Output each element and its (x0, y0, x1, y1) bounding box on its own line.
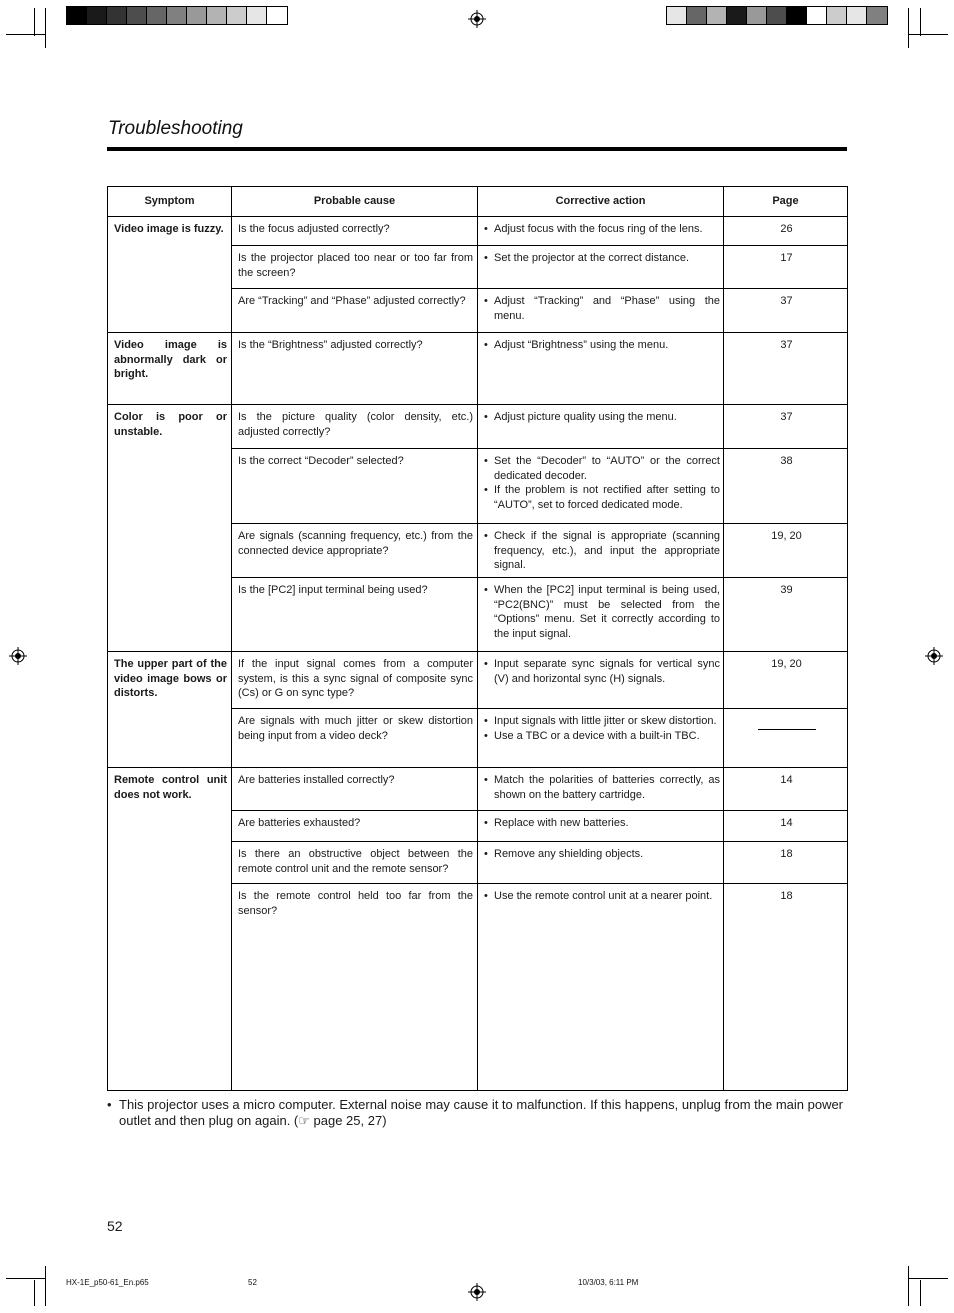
action-cell (478, 333, 724, 405)
cause-cell: Is the “Brightness” adjusted correctly? (232, 333, 478, 405)
page-cell: 39 (724, 578, 848, 652)
calibration-swatch (867, 7, 887, 24)
page-cell: 37 (724, 289, 848, 333)
action-item: • Adjust “Tracking” and “Phase” using the menu. (484, 294, 720, 323)
table-row (108, 405, 848, 449)
action-item: • Remove any shielding objects. (484, 847, 720, 862)
table-body (108, 217, 848, 1091)
note (107, 1097, 849, 1128)
calibration-swatch (167, 7, 187, 24)
calibration-swatch (127, 7, 147, 24)
action-list (484, 294, 720, 323)
calibration-swatch (267, 7, 287, 24)
symptom-cell: The upper part of the video image bows or distorts. (108, 652, 232, 768)
cause-cell: Are signals with much jitter or skew distortion being input from a video deck? (232, 709, 478, 768)
calibration-bar-right (666, 6, 888, 25)
action-cell (478, 246, 724, 289)
table-row (108, 652, 848, 709)
action-cell (478, 884, 724, 1091)
calibration-swatch (147, 7, 167, 24)
calibration-swatch (727, 7, 747, 24)
cause-cell: Are “Tracking” and “Phase” adjusted correctly? (232, 289, 478, 333)
calibration-swatch (207, 7, 227, 24)
symptom-cell: Video image is abnormally dark or bright. (108, 333, 232, 405)
action-cell (478, 709, 724, 768)
action-cell (478, 811, 724, 842)
cause-cell: Is the picture quality (color density, etc.) adjusted correctly? (232, 405, 478, 449)
header-page: Page (724, 187, 848, 217)
table-row (108, 217, 848, 246)
action-item: • Use the remote control unit at a nearer point. (484, 889, 720, 904)
table-row (108, 333, 848, 405)
action-item: • Set the “Decoder” to “AUTO” or the correct dedicated decoder. (484, 454, 720, 483)
symptom-cell: Remote control unit does not work. (108, 768, 232, 1091)
action-item: • Replace with new batteries. (484, 816, 720, 831)
calibration-swatch (767, 7, 787, 24)
cause-cell: Is the correct “Decoder” selected? (232, 449, 478, 524)
action-item: • If the problem is not rectified after setting to “AUTO”, set to forced dedicated mode. (484, 483, 720, 512)
page-cell: 19, 20 (724, 652, 848, 709)
page-cell: 26 (724, 217, 848, 246)
calibration-swatch (787, 7, 807, 24)
page-cell: 37 (724, 333, 848, 405)
action-list (484, 529, 720, 573)
footer-file: HX-1E_p50-61_En.p65 (66, 1278, 149, 1287)
registration-mark-top (468, 10, 486, 28)
calibration-swatch (227, 7, 247, 24)
page-cell: 18 (724, 842, 848, 884)
action-cell (478, 842, 724, 884)
calibration-swatch (847, 7, 867, 24)
table-header-row (108, 187, 848, 217)
calibration-bar-left (66, 6, 288, 25)
action-item: • Match the polarities of batteries correctly, as shown on the battery cartridge. (484, 773, 720, 802)
header-corrective-action: Corrective action (478, 187, 724, 217)
action-list (484, 338, 720, 353)
calibration-swatch (687, 7, 707, 24)
title-rule (107, 147, 847, 151)
calibration-swatch (187, 7, 207, 24)
registration-mark-left (9, 647, 27, 665)
action-list (484, 251, 720, 266)
action-list (484, 847, 720, 862)
page-cell: 18 (724, 884, 848, 1091)
cause-cell: Is there an obstructive object between the remote control unit and the remote sensor? (232, 842, 478, 884)
footer-timestamp: 10/3/03, 6:11 PM (578, 1278, 639, 1287)
calibration-swatch (707, 7, 727, 24)
cause-cell: Are batteries exhausted? (232, 811, 478, 842)
header-probable-cause: Probable cause (232, 187, 478, 217)
cause-cell: Is the remote control held too far from the sensor? (232, 884, 478, 1091)
action-list (484, 222, 720, 237)
action-item: • Input separate sync signals for vertical sync (V) and horizontal sync (H) signals. (484, 657, 720, 686)
action-list (484, 714, 720, 743)
calibration-swatch (247, 7, 267, 24)
page-cell: 17 (724, 246, 848, 289)
calibration-swatch (667, 7, 687, 24)
cause-cell: Are signals (scanning frequency, etc.) from the connected device appropriate? (232, 524, 478, 578)
registration-mark-bottom (468, 1283, 486, 1301)
action-cell (478, 405, 724, 449)
table-row (108, 768, 848, 811)
page-cell: 38 (724, 449, 848, 524)
footer-page: 52 (248, 1278, 257, 1287)
action-list (484, 657, 720, 686)
cause-cell: Is the projector placed too near or too far from the screen? (232, 246, 478, 289)
action-list (484, 583, 720, 641)
calibration-swatch (807, 7, 827, 24)
page-cell: 19, 20 (724, 524, 848, 578)
action-item: • Use a TBC or a device with a built-in TBC. (484, 729, 720, 744)
calibration-swatch (107, 7, 127, 24)
action-cell (478, 652, 724, 709)
note-text: This projector uses a micro computer. External noise may cause it to malfunction. If this happens, unplug from the main power outlet and then plug on again. (☞ page 25, 27) (119, 1097, 844, 1128)
page-cell: 37 (724, 405, 848, 449)
no-page-dash (758, 729, 816, 730)
action-list (484, 454, 720, 512)
action-cell (478, 449, 724, 524)
action-item: • Adjust focus with the focus ring of the lens. (484, 222, 720, 237)
action-cell (478, 524, 724, 578)
cause-cell: Is the focus adjusted correctly? (232, 217, 478, 246)
action-cell (478, 217, 724, 246)
action-item: • When the [PC2] input terminal is being used, “PC2(BNC)” must be selected from the “Options” menu. Set it correctly according to the input signal. (484, 583, 720, 641)
page-cell: 14 (724, 811, 848, 842)
calibration-swatch (827, 7, 847, 24)
action-item: • Check if the signal is appropriate (scanning frequency, etc.), and input the appropriate signal. (484, 529, 720, 573)
cause-cell: Is the [PC2] input terminal being used? (232, 578, 478, 652)
page-cell: 14 (724, 768, 848, 811)
action-item: • Adjust picture quality using the menu. (484, 410, 720, 425)
calibration-swatch (87, 7, 107, 24)
action-cell (478, 768, 724, 811)
action-item: • Input signals with little jitter or skew distortion. (484, 714, 720, 729)
action-list (484, 889, 720, 904)
action-list (484, 816, 720, 831)
action-item: • Adjust “Brightness” using the menu. (484, 338, 720, 353)
page-title: Troubleshooting (108, 118, 243, 139)
action-cell (478, 289, 724, 333)
header-symptom: Symptom (108, 187, 232, 217)
symptom-cell: Color is poor or unstable. (108, 405, 232, 652)
page-number: 52 (107, 1218, 123, 1234)
troubleshooting-table (107, 186, 848, 1091)
calibration-swatch (747, 7, 767, 24)
action-list (484, 410, 720, 425)
page-cell (724, 709, 848, 768)
calibration-swatch (67, 7, 87, 24)
action-list (484, 773, 720, 802)
action-cell (478, 578, 724, 652)
cause-cell: If the input signal comes from a computer system, is this a sync signal of composite sync (Cs) or G on sync type? (232, 652, 478, 709)
note-bullet: • (107, 1097, 112, 1112)
action-item: • Set the projector at the correct distance. (484, 251, 720, 266)
symptom-cell: Video image is fuzzy. (108, 217, 232, 333)
cause-cell: Are batteries installed correctly? (232, 768, 478, 811)
registration-mark-right (925, 647, 943, 665)
